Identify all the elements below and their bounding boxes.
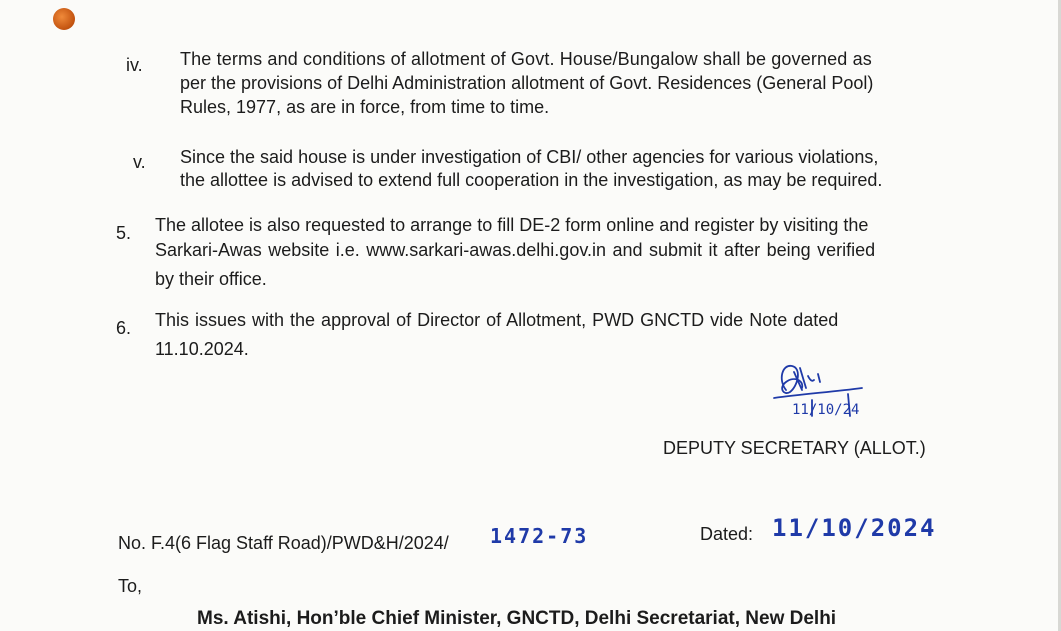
reference-number-handwritten: 1472-73 — [490, 524, 589, 548]
clause-iv-line-3: Rules, 1977, as are in force, from time to time. — [180, 97, 550, 117]
paragraph-6-line-2: 11.10.2024. — [155, 339, 249, 359]
clause-iv-line-2: per the provisions of Delhi Administration allotment of Govt. Residences (General Pool) — [180, 73, 874, 93]
punch-hole-mark — [53, 8, 75, 30]
addressee: Ms. Atishi, Hon’ble Chief Minister, GNCTD, Delhi Secretariat, New Delhi — [197, 608, 837, 629]
reference-number-prefix: No. F.4(6 Flag Staff Road)/PWD&H/2024/ — [118, 533, 449, 553]
paragraph-5-line-1: The allotee is also requested to arrange to fill DE-2 form online and register by visiting the — [155, 215, 869, 235]
paragraph-5-line-2: Sarkari-Awas website i.e. www.sarkari-awas.delhi.gov.in and submit it after being verified — [155, 240, 876, 260]
paragraph-marker-6: 6. — [116, 318, 132, 338]
dated-label: Dated: — [700, 524, 754, 544]
dated-handwritten: 11/10/2024 — [772, 514, 937, 542]
clause-v-line-1: Since the said house is under investigation of CBI/ other agencies for various violations, — [180, 147, 879, 167]
clause-marker-v: v. — [133, 152, 146, 172]
designation-deputy-secretary: DEPUTY SECRETARY (ALLOT.) — [663, 438, 926, 458]
paragraph-5-line-3: by their office. — [155, 269, 267, 289]
signature-date: 11/10/24 — [792, 402, 860, 418]
paragraph-marker-5: 5. — [116, 223, 132, 243]
handwritten-signature — [772, 358, 868, 420]
clause-iv-line-1: The terms and conditions of allotment of Govt. House/Bungalow shall be governed as — [180, 49, 872, 69]
paragraph-6-line-1: This issues with the approval of Director of Allotment, PWD GNCTD vide Note dated — [155, 310, 839, 330]
clause-v-line-2: the allottee is advised to extend full cooperation in the investigation, as may be required. — [180, 170, 883, 190]
clause-marker-iv: iv. — [126, 55, 143, 75]
to-label: To, — [118, 576, 143, 596]
